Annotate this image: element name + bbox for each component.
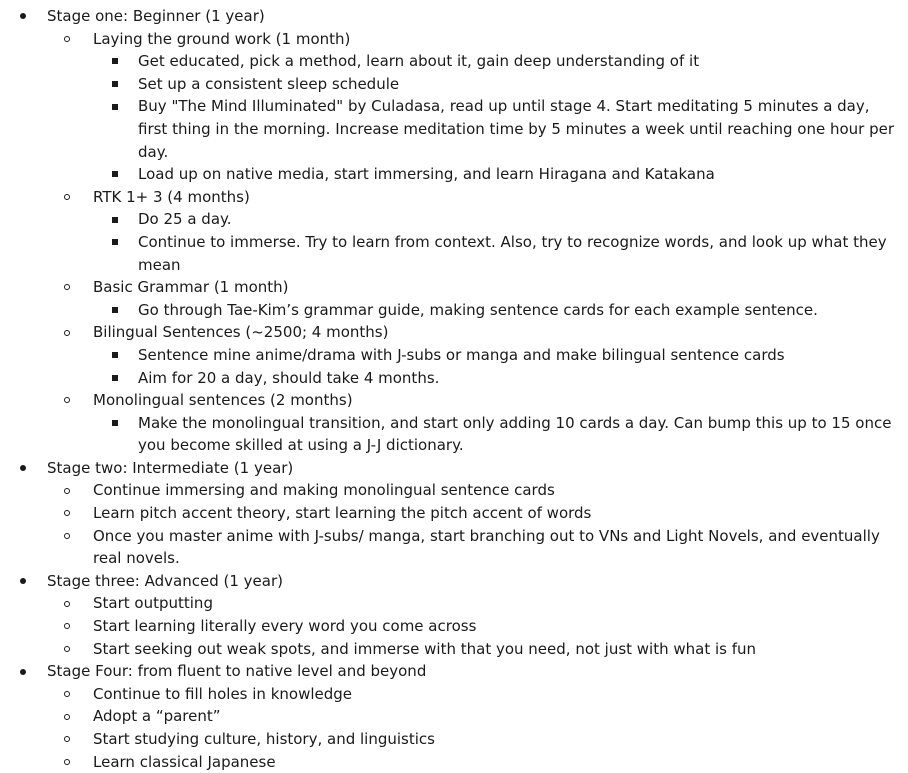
sub-item-text: Start outputting [93,594,213,613]
bullet-circle-icon [64,479,76,502]
detail-item [0,299,908,322]
stage-item-text: Stage two: Intermediate (1 year) [47,458,294,477]
detail-item-text: Aim for 20 a day, should take 4 months. [138,368,440,387]
bullet-circle-icon [64,705,76,728]
stage-item [0,5,908,28]
bullet-circle-icon [64,276,76,299]
sub-item [0,389,908,412]
bullet-square-icon [112,163,124,186]
sub-item [0,751,908,773]
sub-item-text: Monolingual sentences (2 months) [93,391,353,410]
sub-item-text: Continue immersing and making monolingual sentence cards [93,481,555,500]
sub-item [0,683,908,706]
detail-item-text: Get educated, pick a method, learn about it, gain deep understanding of it [138,52,700,71]
stage-item-text: Stage three: Advanced (1 year) [47,571,283,590]
sub-item [0,525,908,570]
bullet-square-icon [112,50,124,73]
sub-item-text: RTK 1+ 3 (4 months) [93,187,250,206]
detail-item-text: Buy "The Mind Illuminated" by Culadasa, read up until stage 4. Start meditating 5 minutes a day, first thing in the morning. Increase meditation time by 5 minutes a week until reaching one hour per day. [138,97,894,161]
bullet-circle-icon [64,502,76,525]
detail-item-text: Go through Tae-Kim’s grammar guide, making sentence cards for each example sentence. [138,300,818,319]
detail-item [0,344,908,367]
detail-item [0,367,908,390]
bullet-circle-icon [64,389,76,412]
detail-item-text: Continue to immerse. Try to learn from context. Also, try to recognize words, and look up what they mean [138,232,887,274]
sub-item-text: Start studying culture, history, and linguistics [93,730,435,748]
detail-item [0,412,908,457]
sub-item-text: Laying the ground work (1 month) [93,29,351,48]
sub-item-text: Continue to fill holes in knowledge [93,684,353,703]
bullet-disc-icon [20,457,32,480]
sub-item [0,502,908,525]
sub-item-text: Start seeking out weak spots, and immerse with that you need, not just with what is fun [93,639,757,658]
detail-item [0,208,908,231]
bullet-square-icon [112,208,124,231]
detail-item-text: Load up on native media, start immersing, and learn Hiragana and Katakana [138,165,715,184]
bullet-square-icon [112,367,124,390]
bullet-square-icon [112,412,124,435]
bullet-square-icon [112,73,124,96]
bullet-square-icon [112,299,124,322]
bullet-square-icon [112,344,124,367]
bullet-circle-icon [64,592,76,615]
sub-item [0,321,908,344]
sub-item [0,276,908,299]
detail-item-text: Set up a consistent sleep schedule [138,74,400,93]
sub-item [0,186,908,209]
bullet-disc-icon [20,570,32,593]
detail-item [0,95,908,163]
bullet-circle-icon [64,28,76,51]
sub-item-text: Start learning literally every word you come across [93,617,477,636]
bullet-circle-icon [64,525,76,548]
bullet-square-icon [112,95,124,118]
bullet-circle-icon [64,728,76,751]
bullet-square-icon [112,231,124,254]
sub-item-text: Learn classical Japanese [93,752,276,771]
sub-item [0,479,908,502]
stage-item-text: Stage Four: from fluent to native level and beyond [47,662,427,681]
bullet-circle-icon [64,638,76,661]
stage-item [0,660,908,683]
detail-item-text: Sentence mine anime/drama with J-subs or manga and make bilingual sentence cards [138,345,785,364]
stage-item-text: Stage one: Beginner (1 year) [47,7,265,25]
sub-item-text: Bilingual Sentences (~2500; 4 months) [93,323,389,342]
bullet-circle-icon [64,615,76,638]
sub-item [0,615,908,638]
detail-item [0,50,908,73]
detail-item-text: Do 25 a day. [138,210,232,229]
sub-item-text: Adopt a “parent” [93,707,221,726]
bullet-circle-icon [64,321,76,344]
detail-item [0,73,908,96]
detail-item-text: Make the monolingual transition, and start only adding 10 cards a day. Can bump this up to 15 once you become skilled at using a J-J dictionary. [138,413,892,455]
bullet-disc-icon [20,5,32,28]
detail-item [0,231,908,276]
bullet-circle-icon [64,683,76,706]
bullet-circle-icon [64,751,76,773]
sub-item-text: Once you master anime with J-subs/ manga, start branching out to VNs and Light Novels, and eventually real novels. [93,526,880,568]
sub-item [0,592,908,615]
stage-item [0,570,908,593]
detail-item [0,163,908,186]
sub-item-text: Learn pitch accent theory, start learning the pitch accent of words [93,504,592,523]
bullet-circle-icon [64,186,76,209]
stage-item [0,457,908,480]
sub-item [0,28,908,51]
sub-item-text: Basic Grammar (1 month) [93,278,289,297]
bullet-disc-icon [20,660,32,683]
sub-item [0,638,908,661]
sub-item [0,705,908,728]
sub-item [0,728,908,751]
